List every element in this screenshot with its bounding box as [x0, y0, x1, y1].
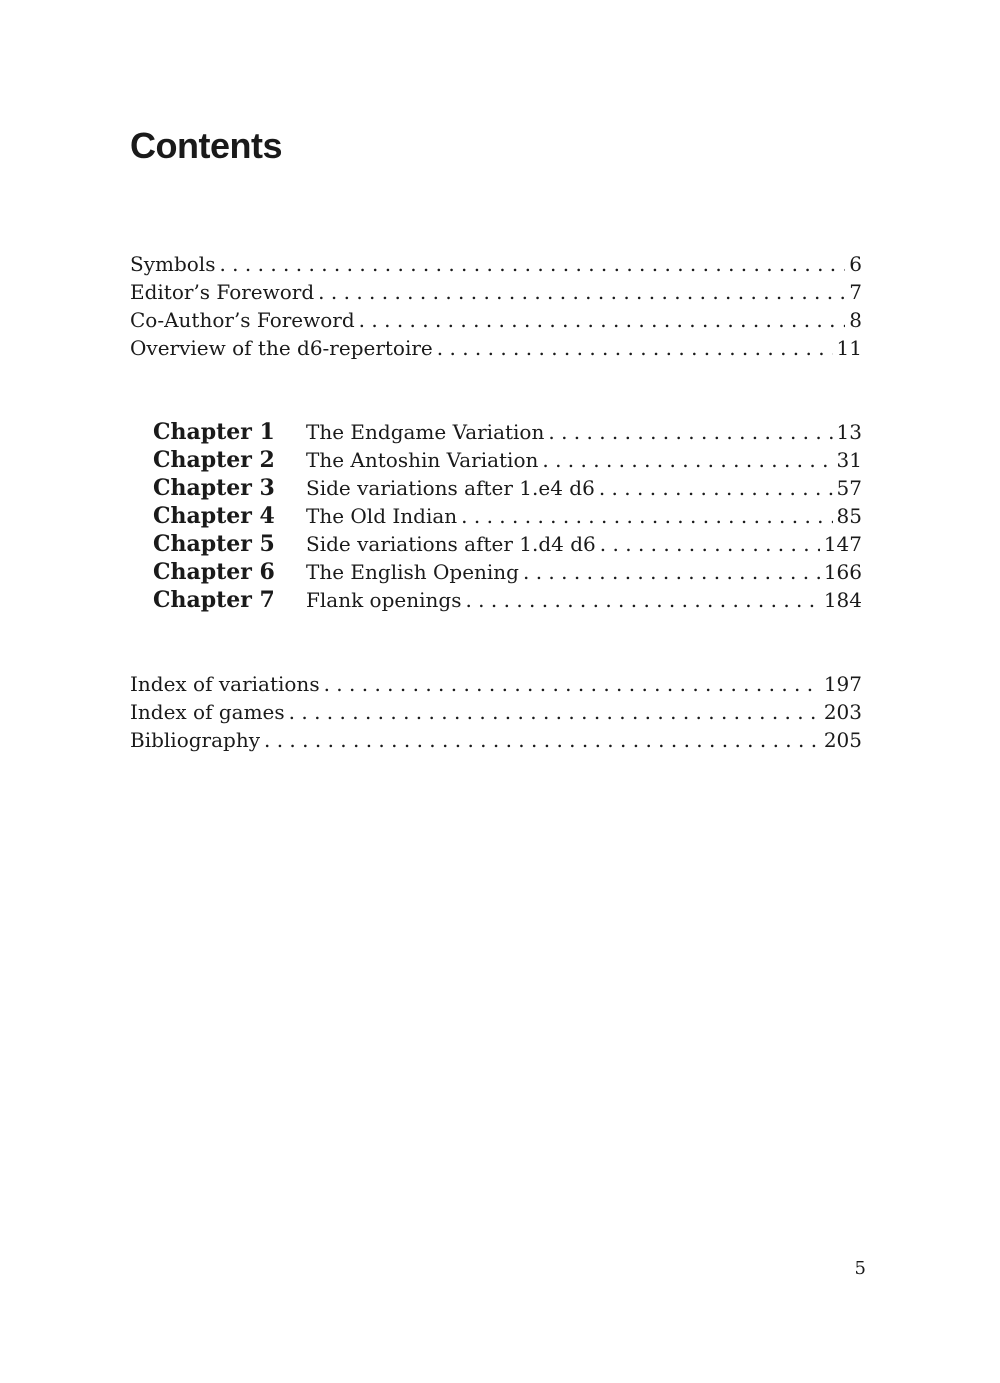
chapter-title: The Antoshin Variation	[306, 448, 539, 472]
chapter-label: Chapter 3	[153, 475, 275, 501]
toc-entry-page: 11	[836, 336, 862, 360]
chapter-page: 166	[823, 560, 862, 584]
chapter-list	[130, 418, 862, 614]
toc-entry[interactable]	[130, 726, 862, 754]
chapter-entry[interactable]	[130, 418, 862, 446]
dot-leader	[219, 250, 845, 278]
chapter-title: Flank openings	[306, 588, 462, 612]
chapter-label: Chapter 1	[153, 419, 275, 445]
chapter-entry[interactable]	[130, 502, 862, 530]
toc-entry-page: 8	[849, 308, 862, 332]
chapter-title: The Old Indian	[306, 504, 458, 528]
toc-entry[interactable]	[130, 306, 862, 334]
toc-entry-title: Co-Author’s Foreword	[130, 308, 355, 332]
dot-leader	[542, 446, 832, 474]
toc-entry[interactable]	[130, 334, 862, 362]
chapter-page: 57	[836, 476, 862, 500]
toc-entry[interactable]	[130, 278, 862, 306]
toc-entry[interactable]	[130, 250, 862, 278]
dot-leader	[264, 726, 820, 754]
toc-entry-title: Overview of the d6-repertoire	[130, 336, 433, 360]
dot-leader	[461, 502, 832, 530]
chapter-entry[interactable]	[130, 586, 862, 614]
chapter-title: Side variations after 1.d4 d6	[306, 532, 596, 556]
toc-entry-page: 203	[823, 700, 862, 724]
chapter-label: Chapter 2	[153, 447, 275, 473]
chapter-entry[interactable]	[130, 558, 862, 586]
dot-leader	[289, 698, 820, 726]
toc-entry-title: Index of games	[130, 700, 285, 724]
toc-entry-title: Symbols	[130, 252, 216, 276]
chapter-label: Chapter 6	[153, 559, 275, 585]
chapter-entry[interactable]	[130, 530, 862, 558]
dot-leader	[318, 278, 845, 306]
toc-entry-page: 7	[849, 280, 862, 304]
dot-leader	[600, 530, 820, 558]
dot-leader	[523, 558, 820, 586]
chapter-page: 31	[836, 448, 862, 472]
toc-entry-title: Editor’s Foreword	[130, 280, 315, 304]
chapter-title: The Endgame Variation	[306, 420, 545, 444]
chapter-page: 184	[823, 588, 862, 612]
page-title: Contents	[130, 125, 282, 166]
back-matter-list	[130, 670, 862, 754]
chapter-entry[interactable]	[130, 446, 862, 474]
chapter-label: Chapter 4	[153, 503, 275, 529]
dot-leader	[465, 586, 819, 614]
dot-leader	[437, 334, 833, 362]
dot-leader	[359, 306, 846, 334]
dot-leader	[324, 670, 820, 698]
front-matter-list	[130, 250, 862, 362]
chapter-title: Side variations after 1.e4 d6	[306, 476, 595, 500]
chapter-page: 147	[823, 532, 862, 556]
dot-leader	[548, 418, 832, 446]
page-number: 5	[854, 1258, 866, 1279]
toc-entry-title: Index of variations	[130, 672, 320, 696]
chapter-label: Chapter 5	[153, 531, 275, 557]
chapter-page: 85	[836, 504, 862, 528]
chapter-title: The English Opening	[306, 560, 519, 584]
toc-entry-page: 6	[849, 252, 862, 276]
chapter-entry[interactable]	[130, 474, 862, 502]
chapter-page: 13	[836, 420, 862, 444]
toc-entry-title: Bibliography	[130, 728, 260, 752]
toc-entry-page: 205	[823, 728, 862, 752]
toc-entry[interactable]	[130, 698, 862, 726]
toc-entry-page: 197	[823, 672, 862, 696]
dot-leader	[599, 474, 833, 502]
chapter-label: Chapter 7	[153, 587, 275, 613]
toc-entry[interactable]	[130, 670, 862, 698]
